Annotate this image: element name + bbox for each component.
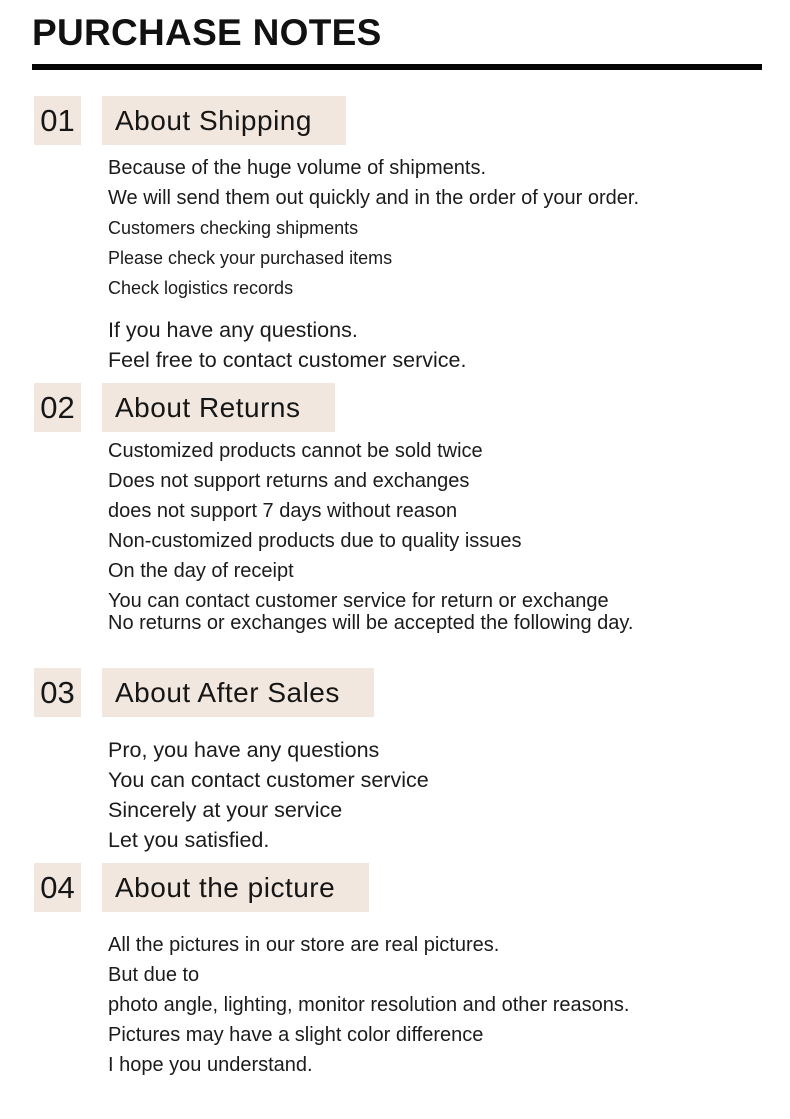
section-body: [108, 735, 790, 855]
section-header: [34, 96, 790, 145]
section-header: [34, 863, 790, 912]
body-line: Feel free to contact customer service.: [108, 348, 467, 372]
section-heading: About the picture: [102, 863, 369, 912]
section-body: [108, 930, 790, 1080]
body-line: No returns or exchanges will be accepted the following day.: [108, 612, 634, 634]
section-number-badge: 01: [34, 96, 81, 145]
body-line: All the pictures in our store are real pictures.: [108, 934, 500, 956]
body-line: Customized products cannot be sold twice: [108, 440, 483, 462]
body-line: If you have any questions.: [108, 318, 358, 342]
section-number-badge: 04: [34, 863, 81, 912]
body-line: does not support 7 days without reason: [108, 500, 458, 522]
body-line: Let you satisfied.: [108, 828, 270, 852]
section-about-returns: [0, 383, 790, 638]
body-line: Customers checking shipments: [108, 218, 359, 238]
section-heading: About Shipping: [102, 96, 346, 145]
body-line: We will send them out quickly and in the order of your order.: [108, 187, 640, 209]
body-line: Does not support returns and exchanges: [108, 470, 470, 492]
body-line: You can contact customer service: [108, 768, 429, 792]
section-heading: About Returns: [102, 383, 335, 432]
section-body: [108, 436, 790, 638]
body-line: But due to: [108, 964, 200, 986]
body-line: Sincerely at your service: [108, 798, 343, 822]
section-header: [34, 383, 790, 432]
section-about-shipping: [0, 96, 790, 375]
section-heading: About After Sales: [102, 668, 374, 717]
title-divider: [32, 64, 762, 70]
body-line: You can contact customer service for return or exchange: [108, 590, 609, 612]
body-line: Pictures may have a slight color difference: [108, 1024, 484, 1046]
section-header: [34, 668, 790, 717]
section-body: [108, 153, 790, 375]
body-line: On the day of receipt: [108, 560, 294, 582]
section-about-after-sales: [0, 668, 790, 855]
body-line: Check logistics records: [108, 278, 294, 298]
body-line: Because of the huge volume of shipments.: [108, 157, 487, 179]
section-about-the-picture: [0, 863, 790, 1080]
page-title: PURCHASE NOTES: [32, 12, 382, 53]
section-number-badge: 03: [34, 668, 81, 717]
body-line: Pro, you have any questions: [108, 738, 380, 762]
section-number-badge: 02: [34, 383, 81, 432]
body-line: photo angle, lighting, monitor resolution and other reasons.: [108, 994, 630, 1016]
body-line: I hope you understand.: [108, 1054, 313, 1076]
body-line: Please check your purchased items: [108, 248, 393, 268]
body-line: Non-customized products due to quality issues: [108, 530, 522, 552]
purchase-notes-page: [0, 12, 790, 1119]
